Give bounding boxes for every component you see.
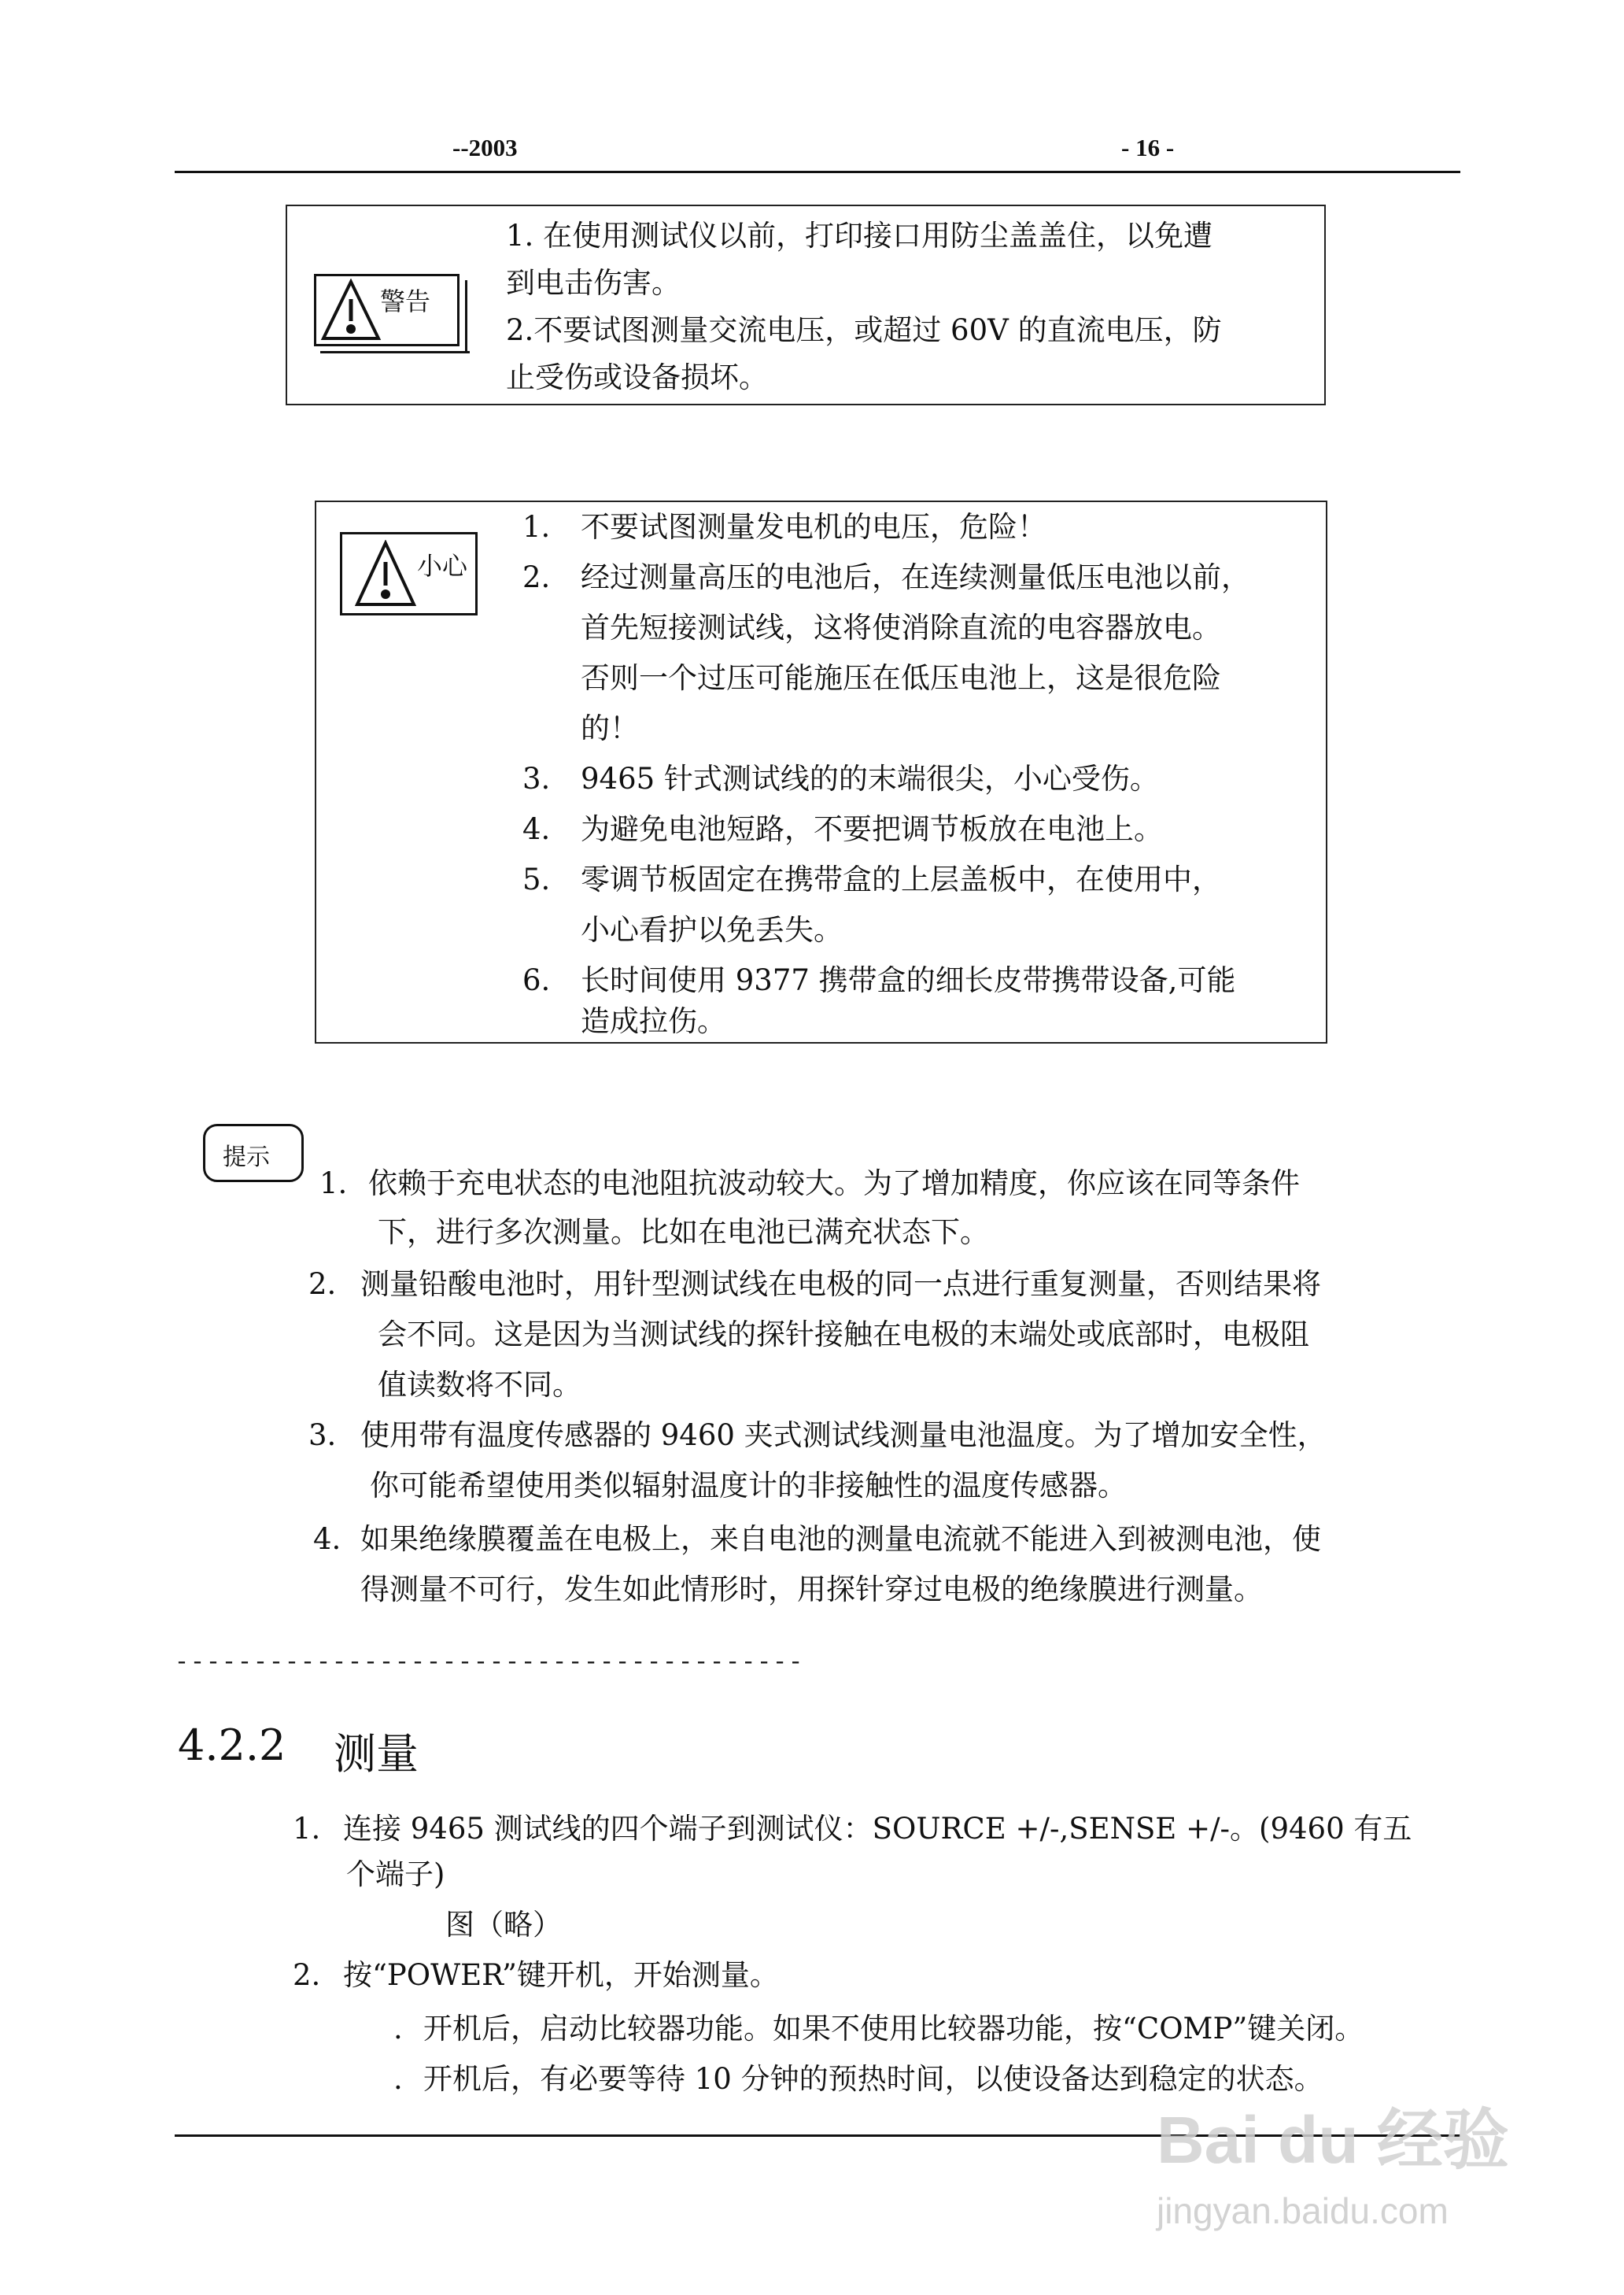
- caution-item-number: 3.: [522, 762, 551, 796]
- caution-item-line: 长时间使用 9377 携带盒的细长皮带携带设备,可能: [581, 963, 1236, 997]
- tip-item-line: 得测量不可行，发生如此情形时，用探针穿过电极的绝缘膜进行测量。: [360, 1572, 1263, 1606]
- warning-line: 1. 在使用测试仪以前，打印接口用防尘盖盖住，以免遭: [506, 219, 1213, 253]
- caution-icon-label: 小心: [417, 551, 468, 581]
- caution-item-line: 否则一个过压可能施压在低压电池上，这是很危险: [581, 661, 1221, 695]
- caution-icon: [340, 532, 478, 615]
- caution-item-line: 9465 针式测试线的的末端很尖，小心受伤。: [581, 762, 1159, 796]
- tip-item-number: 2.: [308, 1267, 337, 1301]
- tip-item-number: 1.: [319, 1166, 348, 1200]
- tip-item-line: 值读数将不同。: [378, 1368, 581, 1402]
- tip-item-line: 测量铅酸电池时，用针型测试线在电极的同一点进行重复测量，否则结果将: [360, 1267, 1321, 1301]
- bullet-line: 开机后，启动比较器功能。如果不使用比较器功能，按“COMP”键关闭。: [423, 2012, 1364, 2046]
- warning-icon: [314, 274, 475, 360]
- bullet-mark: .: [393, 2012, 403, 2046]
- watermark-url: jingyan.baidu.com: [1157, 2190, 1449, 2231]
- warning-triangle-icon: [320, 279, 382, 342]
- caution-item-line: 零调节板固定在携带盒的上层盖板中，在使用中，: [581, 863, 1221, 896]
- tip-item-number: 4.: [313, 1522, 341, 1556]
- warning-line: 止受伤或设备损坏。: [506, 360, 768, 394]
- step-line: 连接 9465 测试线的四个端子到测试仪：SOURCE +/-,SENSE +/-。(9460 有五: [343, 1812, 1412, 1846]
- tip-icon-label: 提示: [223, 1144, 270, 1171]
- header-page-number: - 16 -: [1121, 134, 1175, 161]
- tip-item-line: 如果绝缘膜覆盖在电极上，来自电池的测量电流就不能进入到被测电池，使: [360, 1522, 1321, 1556]
- figure-placeholder: 图（略）: [445, 1908, 562, 1942]
- warning-line: 到电击伤害。: [506, 266, 681, 300]
- tip-icon: [203, 1124, 304, 1182]
- dashed-separator: ----------------------------------------: [175, 1650, 805, 1676]
- caution-item-number: 4.: [522, 812, 551, 846]
- section-title: 测量: [334, 1729, 419, 1779]
- step-number: 1.: [293, 1812, 321, 1846]
- header-year: --2003: [452, 134, 518, 161]
- warning-icon-label: 警告: [380, 286, 431, 316]
- caution-item-number: 5.: [522, 863, 551, 896]
- section-number: 4.2.2: [178, 1720, 286, 1770]
- caution-item-number: 2.: [522, 560, 551, 594]
- tip-item-line: 下，进行多次测量。比如在电池已满充状态下。: [378, 1215, 989, 1249]
- bullet-line: 开机后，有必要等待 10 分钟的预热时间，以使设备达到稳定的状态。: [423, 2062, 1323, 2096]
- caution-triangle-icon: [354, 540, 417, 609]
- tip-item-line: 依赖于充电状态的电池阻抗波动较大。为了增加精度，你应该在同等条件: [368, 1166, 1300, 1200]
- step-number: 2.: [293, 1958, 321, 1992]
- caution-item-number: 6.: [522, 963, 551, 997]
- tip-item-line: 会不同。这是因为当测试线的探针接触在电极的末端处或底部时，电极阻: [378, 1318, 1309, 1351]
- caution-box: [315, 501, 1327, 1044]
- caution-item-line: 经过测量高压的电池后，在连续测量低压电池以前，: [581, 560, 1250, 594]
- caution-item-line: 不要试图测量发电机的电压，危险！: [581, 510, 1046, 544]
- step-line: 按“POWER”键开机，开始测量。: [343, 1958, 779, 1992]
- bullet-mark: .: [393, 2062, 403, 2096]
- caution-item-line: 首先短接测试线，这将使消除直流的电容器放电。: [581, 611, 1221, 645]
- warning-box: [286, 205, 1326, 405]
- step-line: 个端子): [346, 1857, 445, 1891]
- caution-item-line: 小心看护以免丢失。: [581, 913, 843, 947]
- caution-item-line: 的！: [581, 711, 639, 745]
- caution-item-line: 为避免电池短路，不要把调节板放在电池上。: [581, 812, 1163, 846]
- warning-line: 2.不要试图测量交流电压，或超过 60V 的直流电压，防: [506, 313, 1222, 347]
- tip-item-line: 你可能希望使用类似辐射温度计的非接触性的温度传感器。: [370, 1469, 1127, 1502]
- caution-item-line: 造成拉伤。: [581, 1004, 726, 1038]
- watermark-brand: Bai du 经验: [1157, 2103, 1510, 2177]
- header-rule: [175, 171, 1460, 173]
- tip-item-number: 3.: [308, 1418, 337, 1452]
- caution-item-number: 1.: [522, 510, 551, 544]
- tip-item-line: 使用带有温度传感器的 9460 夹式测试线测量电池温度。为了增加安全性，: [360, 1418, 1327, 1452]
